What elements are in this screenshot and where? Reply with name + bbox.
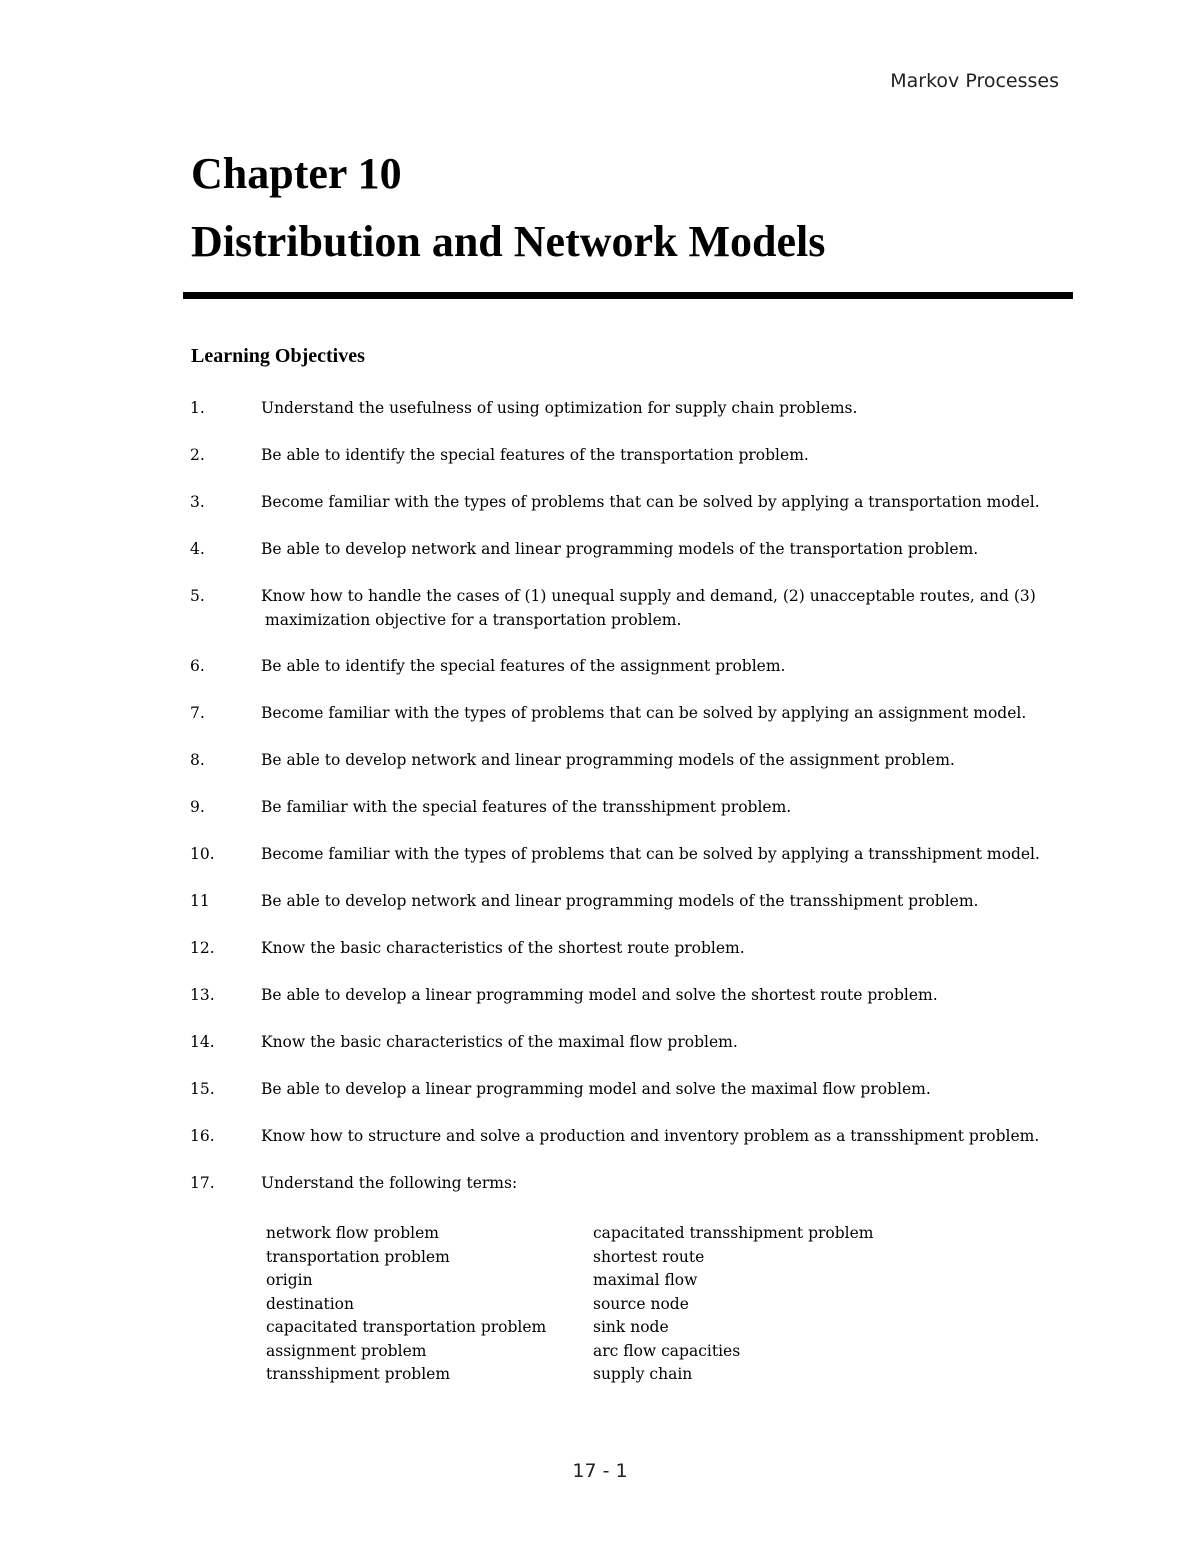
objective-item — [190, 490, 1070, 537]
objective-item — [190, 936, 1070, 983]
objective-item — [190, 396, 1070, 443]
term-item: capacitated transshipment problem — [593, 1224, 874, 1242]
page-number: 17 - 1 — [572, 1460, 628, 1482]
terms-list — [266, 1222, 966, 1386]
objective-item — [190, 701, 1070, 748]
term-item: origin — [266, 1271, 313, 1289]
objective-number: 8. — [190, 751, 205, 769]
chapter-number: Chapter 10 — [191, 149, 402, 198]
objective-number: 5. — [190, 587, 205, 605]
objective-number: 16. — [190, 1127, 215, 1145]
objective-item — [190, 795, 1070, 842]
objective-text: Be able to develop network and linear programming models of the assignment problem. — [261, 751, 955, 769]
term-item: transshipment problem — [266, 1365, 451, 1383]
objective-text: Become familiar with the types of problems that can be solved by applying a transshipment model. — [261, 845, 1040, 863]
objective-text: Be familiar with the special features of the transshipment problem. — [261, 798, 792, 816]
term-item: sink node — [593, 1318, 669, 1336]
objective-item — [190, 654, 1070, 701]
objective-text: Become familiar with the types of problems that can be solved by applying a transportation model. — [261, 493, 1040, 511]
term-item: transportation problem — [266, 1247, 450, 1266]
objective-text: Be able to develop a linear programming model and solve the shortest route problem. — [261, 986, 938, 1004]
objective-number: 11 — [190, 892, 210, 910]
objective-number: 15. — [190, 1080, 215, 1098]
objective-text: Know the basic characteristics of the shortest route problem. — [261, 939, 745, 957]
term-item: arc flow capacities — [593, 1341, 741, 1360]
objective-number: 7. — [190, 704, 205, 722]
objective-text: Be able to develop network and linear programming models of the transportation problem. — [261, 540, 979, 558]
objective-item — [190, 983, 1070, 1030]
objective-number: 6. — [190, 657, 205, 675]
term-item: source node — [593, 1294, 689, 1313]
term-item: maximal flow — [593, 1271, 698, 1289]
objective-item — [190, 1030, 1070, 1077]
chapter-heading — [191, 140, 825, 276]
objective-item — [190, 443, 1070, 490]
objective-item — [190, 1124, 1070, 1171]
objective-number: 12. — [190, 939, 215, 957]
objective-number: 10. — [190, 845, 215, 863]
term-item: supply chain — [593, 1365, 693, 1383]
objective-text: Be able to identify the special features of the assignment problem. — [261, 657, 786, 675]
objective-number: 17. — [190, 1174, 215, 1192]
objective-item — [190, 1171, 1070, 1218]
objective-number: 13. — [190, 986, 215, 1004]
objective-item — [190, 537, 1070, 584]
objective-text: Know how to structure and solve a production and inventory problem as a transshipment problem. — [261, 1127, 1040, 1145]
objective-text-line: maximization objective for a transportation problem. — [265, 611, 682, 629]
chapter-title: Distribution and Network Models — [191, 217, 826, 267]
running-header: Markov Processes — [890, 70, 1059, 92]
objective-text: Know the basic characteristics of the maximal flow problem. — [261, 1033, 738, 1051]
objective-item — [190, 748, 1070, 795]
objective-item — [190, 1077, 1070, 1124]
objective-number: 9. — [190, 798, 205, 816]
objective-number: 2. — [190, 446, 205, 464]
objective-number: 4. — [190, 540, 205, 558]
objective-text: Understand the usefulness of using optimization for supply chain problems. — [261, 399, 858, 417]
objective-number: 3. — [190, 493, 205, 511]
objective-text: Be able to develop a linear programming model and solve the maximal flow problem. — [261, 1080, 931, 1098]
objective-item — [190, 889, 1070, 936]
objectives-list — [190, 396, 1070, 1218]
term-item: network flow problem — [266, 1224, 439, 1242]
objective-text: Be able to develop network and linear programming models of the transshipment problem. — [261, 892, 979, 910]
objective-text-line: Know how to handle the cases of (1) unequal supply and demand, (2) unacceptable routes, and (3) — [261, 587, 1036, 605]
objective-item — [190, 584, 1070, 654]
term-item: shortest route — [593, 1247, 705, 1266]
objective-number: 14. — [190, 1033, 215, 1051]
term-item: assignment problem — [266, 1341, 427, 1360]
objective-text: Be able to identify the special features of the transportation problem. — [261, 446, 809, 464]
objective-text: Become familiar with the types of problems that can be solved by applying an assignment model. — [261, 704, 1027, 722]
objective-text: Understand the following terms: — [261, 1174, 518, 1192]
section-heading: Learning Objectives — [191, 345, 365, 367]
objective-number: 1. — [190, 399, 205, 417]
term-item: destination — [266, 1294, 354, 1313]
term-item: capacitated transportation problem — [266, 1318, 547, 1336]
objective-item — [190, 842, 1070, 889]
heading-divider — [183, 292, 1073, 299]
objective-text — [261, 584, 1070, 654]
